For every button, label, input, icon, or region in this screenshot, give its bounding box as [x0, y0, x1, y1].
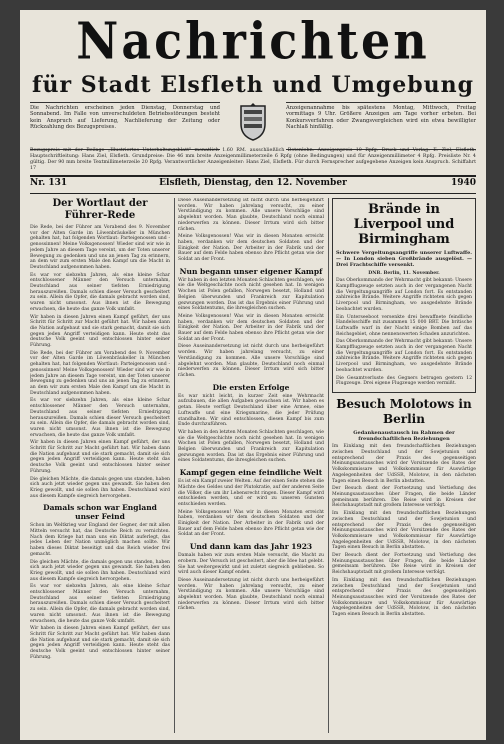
dateline — [30, 178, 476, 192]
issue-year: 1940 — [450, 178, 476, 188]
newspaper-page — [20, 10, 486, 740]
info-row — [30, 102, 476, 146]
article-paragraph: Es war vor siebzehn Jahren, als eine kleine Schar entschlossener Männer den Versuch unternahm, Deutschland aus seiner tiefsten Erniedrigung herauszureißen. Damals schien dieser Versuch gescheitert zu sein. Allein die Opfer, die damals gebracht worden sind, waren nicht umsonst. Aus ihnen ist die Bewegung erwachsen, die heute das ganze Volk umfaßt. — [30, 584, 170, 624]
article-paragraph: Diese Auseinandersetzung ist nicht durch uns herbeigeführt worden. Wir haben jahrelang versucht, zu einer Verständigung zu kommen. Alle unsere Vorschläge sind abgelehnt worden. Man glaubte, Deutschland noch einmal niederwerfen zu können. Dieser Irrtum wird sich bitter rächen. — [178, 198, 324, 232]
article-paragraph: Schon im Weltkrieg war England der Gegner, der mit allen Mitteln versucht hat, das Deutsche Reich zu vernichten. Nach dem Kriege hat man uns ein Diktat auferlegt, das jedes Leben der Nation unmöglich machen sollte. Wir haben dieses Diktat beseitigt und das Reich wieder frei gemacht. — [30, 523, 170, 557]
article-subheading: Und dann kam das Jahr 1923 — [189, 542, 313, 552]
article-paragraph: Wir haben in diesen Jahren einen Kampf geführt, der uns Schritt für Schritt zur Macht geführt hat. Wir haben dann die Nation aufgebaut und sie stark gemacht, damit sie sich gegen jeden Angriff verteidigen kann. Heute steht das deutsche Volk geeint und entschlossen hinter seiner Führung. — [30, 440, 170, 474]
article-paragraph: Wir haben in diesen Jahren einen Kampf geführt, der uns Schritt für Schritt zur Macht geführt hat. Wir haben dann die Nation aufgebaut und sie stark gemacht, damit sie sich gegen jeden Angriff verteidigen kann. Heute steht das deutsche Volk geeint und entschlossen hinter seiner Führung. — [30, 626, 170, 660]
article-paragraph: Im Einklang mit den freundschaftlichen Beziehungen zwischen Deutschland und der Sowjetunion und entsprechend der Praxis des gegenseitigen Meinungsaustausches wird der Vorsitzende des Rates der Volkskommissare und Volkskommissar für Auswärtige Angelegenheiten der UdSSR, Molotow, in den nächsten Tagen einen Besuch in Berlin abstatten. — [332, 511, 476, 551]
article-paragraph: Das Oberkommando der Wehrmacht gibt bekannt: Unsere Kampfflugzeuge setzten auch in der vergangenen Nacht die Vergeltungsangriffe auf London fort. Es entstanden zahlreiche Brände. Weitere Angriffe richteten sich gegen Liverpool und Birmingham, wo ausgedehnte Brände beobachtet wurden. — [336, 339, 472, 373]
advertising-info: Anzeigenannahme bis spätestens Montag, Mittwoch, Freitag vormittags 9 Uhr. Größere Anzeigen am Tage vorher erbeten. Bei Konkursverfahren oder Zwangsvergleichen wird ein etwa bewilligter Nachlaß hinfällig. — [286, 102, 476, 150]
issue-number: Nr. 131 — [30, 178, 68, 188]
issue-date: Elsfleth, Dienstag, den 12. November — [159, 178, 347, 188]
divider — [30, 193, 476, 194]
article-dateline: DNB. Berlin, 11. November. — [368, 270, 440, 276]
article-paragraph: Die Gesamtverluste des Gegners betrugen gestern 12 Flugzeuge. Drei eigene Flugzeuge werden vermißt. — [336, 375, 472, 387]
article-paragraph: Das Oberkommando der Wehrmacht gibt bekannt: Unsere Kampfflugzeuge setzten auch in der vergangenen Nacht die Vergeltungsangriffe auf London fort. Es entstanden zahlreiche Brände. Weitere Angriffe richteten sich gegen Liverpool und Birmingham, wo ausgedehnte Brände beobachtet wurden. — [336, 278, 472, 312]
article-headline: Besuch Molotows in Berlin — [336, 396, 472, 426]
article-paragraph: Diese Auseinandersetzung ist nicht durch uns herbeigeführt worden. Wir haben jahrelang versucht, zu einer Verständigung zu kommen. Alle unsere Vorschläge sind abgelehnt worden. Man glaubte, Deutschland noch einmal niederwerfen zu können. Dieser Irrtum wird sich bitter rächen. — [178, 577, 324, 612]
article-paragraph: Meine Volksgenossen! Was wir in diesen Monaten erreicht haben, verdanken wir dem deutschen Soldaten und der Einigkeit der Nation. Der Arbeiter in der Fabrik und der Bauer auf dem Felde haben ebenso ihre Pflicht getan wie der Soldat an der Front. — [178, 234, 324, 263]
article-paragraph: Der Besuch dient der Fortsetzung und Vertiefung des Meinungsaustausches über Fragen, die beide Länder gemeinsam berühren. Die Reise wird in Kreisen der Reichshauptstadt mit großem Interesse verfolgt. — [332, 486, 476, 509]
publication-info: Die Nachrichten erscheinen jeden Dienstag, Donnerstag und Sonnabend. Im Falle von unverschuldeten Betriebsstörungen besteht kein Anspruch auf Lieferung, Nachlieferung der Zeitung oder Rückzahlung des Bezugspreises. — [30, 102, 220, 150]
article-paragraph: Es war vor siebzehn Jahren, als eine kleine Schar entschlossener Männer den Versuch unternahm, Deutschland aus seiner tiefsten Erniedrigung herauszureißen. Damals schien dieser Versuch gescheitert zu sein. Allein die Opfer, die damals gebracht worden sind, waren nicht umsonst. Aus ihnen ist die Bewegung erwachsen, die heute das ganze Volk umfaßt. — [30, 398, 170, 438]
column-rule — [328, 198, 329, 733]
newspaper-subtitle: für Stadt Elsfleth und Umgebung — [32, 72, 474, 98]
article-paragraph: Die gleichen Mächte, die damals gegen uns standen, haben sich auch jetzt wieder gegen uns gewandt. Sie haben den Krieg gewollt, und sie sollen ihn haben. Deutschland wird aus diesem Kampfe siegreich hervorgehen. — [30, 476, 170, 499]
article-paragraph: Es ist ein Kampf zweier Welten. Auf der einen Seite stehen die Mächte des Geldes und der Plutokratie, auf der anderen Seite die Völker, die um ihr Lebensrecht ringen. Dieser Kampf wird entschieden werden, und er wird zu unseren Gunsten entschieden werden. — [178, 479, 324, 507]
article-paragraph: Die gleichen Mächte, die damals gegen uns standen, haben sich auch jetzt wieder gegen uns gewandt. Sie haben den Krieg gewollt, und sie sollen ihn haben. Deutschland wird aus diesem Kampfe siegreich hervorgehen. — [30, 559, 170, 582]
article-lead: Schwere Vergeltungsangriffe unserer Luftwaffe. — In London sieben Großbrände ausgelöst. — Drei Frachtschiffe versenkt. — [336, 250, 472, 269]
news-box — [332, 198, 476, 393]
column-2 — [178, 198, 324, 736]
article-paragraph: Wir haben in den letzten Monaten Schlachten geschlagen, wie sie die Weltgeschichte noch nicht gesehen hat. In wenigen Wochen ist Polen gefallen, Norwegen besetzt, Holland und Belgien überwunden und Frankreich zur Kapitulation gezwungen worden. Das ist das Ergebnis einer Führung und eines Soldatentums, die ihresgleichen suchen. — [178, 277, 324, 312]
article-subheading: Gedankenaustausch im Rahmen der freundschaftlichen Beziehungen — [353, 429, 455, 443]
article-paragraph: Ein Unterseeboot versenkte drei bewaffnete feindliche Handelsschiffe mit zusammen 15 000 BRT. Die britische Luftwaffe warf in der Nacht einige Bomben auf das Reichsgebiet, ohne nennenswerten Schaden anzurichten. — [336, 314, 472, 337]
article-paragraph: Meine Volksgenossen! Was wir in diesen Monaten erreicht haben, verdanken wir dem deutschen Soldaten und der Einigkeit der Nation. Der Arbeiter in der Fabrik und der Bauer auf dem Felde haben ebenso ihre Pflicht getan wie der Soldat an der Front. — [178, 313, 324, 342]
column-3 — [332, 198, 476, 736]
article-subheading: Damals schon war England unser Feind — [43, 503, 157, 522]
article-paragraph: Es war vor siebzehn Jahren, als eine kleine Schar entschlossener Männer den Versuch unternahm, Deutschland aus seiner tiefsten Erniedrigung herauszureißen. Damals schien dieser Versuch gescheitert zu sein. Allein die Opfer, die damals gebracht worden sind, waren nicht umsonst. Aus ihnen ist die Bewegung erwachsen, die heute das ganze Volk umfaßt. — [30, 272, 170, 312]
article-headline: Der Wortlaut der Führer-Rede — [52, 198, 148, 221]
article-paragraph: Im Einklang mit den freundschaftlichen Beziehungen zwischen Deutschland und der Sowjetunion und entsprechend der Praxis des gegenseitigen Meinungsaustausches wird der Vorsitzende des Rates der Volkskommissare und Volkskommissar für Auswärtige Angelegenheiten der UdSSR, Molotow, in den nächsten Tagen einen Besuch in Berlin abstatten. — [332, 444, 476, 484]
article-paragraph: Die Rede, bei der Führer am Vorabend des 9. November vor der Alten Garde im Löwenbräukeller in München gehalten hat, hat folgenden Wortlaut: Parteigenossen und -genossinnen! Meine Volksgenossen! Wieder sind wir wie in jedem Jahre an diesem Tage vereint, um der Toten unserer Bewegung zu gedenken und uns an jenen Tag zu erinnern, an dem wir zum ersten Male den Kampf um die Macht in Deutschland aufgenommen haben. — [30, 350, 170, 396]
article-paragraph: Wir haben in diesen Jahren einen Kampf geführt, der uns Schritt für Schritt zur Macht geführt hat. Wir haben dann die Nation aufgebaut und sie stark gemacht, damit sie sich gegen jeden Angriff verteidigen kann. Heute steht das deutsche Volk geeint und entschlossen hinter seiner Führung. — [30, 314, 170, 349]
coat-of-arms-icon — [238, 102, 268, 142]
column-rule — [174, 198, 175, 733]
column-1 — [30, 198, 170, 736]
article-paragraph: Die Rede, bei der Führer am Vorabend des 9. November vor der Alten Garde im Löwenbräukeller in München gehalten hat, hat folgenden Wortlaut: Parteigenossen und -genossinnen! Meine Volksgenossen! Wieder sind wir wie in jedem Jahre an diesem Tage vereint, um der Toten unserer Bewegung zu gedenken und uns an jenen Tag zu erinnern, an dem wir zum ersten Male den Kampf um die Macht in Deutschland aufgenommen haben. — [30, 225, 170, 270]
article-paragraph: Diese Auseinandersetzung ist nicht durch uns herbeigeführt worden. Wir haben jahrelang versucht, zu einer Verständigung zu kommen. Alle unsere Vorschläge sind abgelehnt worden. Man glaubte, Deutschland noch einmal niederwerfen zu können. Dieser Irrtum wird sich bitter rächen. — [178, 344, 324, 378]
article-subheading: Die ersten Erfolge — [212, 382, 290, 392]
article-paragraph: Meine Volksgenossen! Was wir in diesen Monaten erreicht haben, verdanken wir dem deutschen Soldaten und der Einigkeit der Nation. Der Arbeiter in der Fabrik und der Bauer auf dem Felde haben ebenso ihre Pflicht getan wie der Soldat an der Front. — [178, 509, 324, 538]
subscription-fine-print: Bezugspreis mit der Beilage „Illustriertes Unterhaltungsblatt" monatlich 1.60 RM. ausschließlich Botenlohn. Anzeigenpreis 10 Rpfg. Druck und Verlag: E. Ziel, Elsfleth. Hauptschriftleitung: Hans Ziel, Elsfleth. Grundpreise: Die 46 mm breite Anzeigenmillimeterzeile 6 Rpfg (ohne Bedingungen) und für Anzeigenmillimeter 4 Rpfg. Preisliste Nr. 4 gültig. Der 90 mm breite Textmillimeterzeile 20 Rpfg. Verantwortlicher Anzeigenleiter: Hans Ziel, Elsfleth. Für durch Fernsprecher aufgegebene Anzeigen kein Anspruch. Schiffahrt 17 — [30, 148, 476, 171]
article-paragraph: Es war nicht leicht, in kurzer Zeit eine Wehrmacht aufzubauen, die allen Aufgaben gewachsen ist. Wir haben es getan. Heute verfügt Deutschland über eine Armee, eine Luftwaffe und eine Kriegsmarine, die jeder Prüfung standhalten. Wir sind entschlossen, diesen Kampf bis zum Ende durchzuführen. — [178, 393, 324, 428]
article-subheading: Kampf gegen eine feindliche Welt — [179, 468, 323, 478]
article-subheading: Nun begann unser eigener Kampf — [179, 266, 323, 276]
newspaper-title: Nachrichten — [76, 11, 430, 71]
article-headline: Brände in Liverpool und Birmingham — [353, 202, 455, 247]
article-paragraph: Damals haben wir zum ersten Male versucht, die Macht zu erobern. Der Versuch ist gescheitert, aber die Idee hat gelebt. Sie hat weitergewirkt und ist zuletzt siegreich geblieben. So wird auch dieser Kampf enden. — [178, 553, 324, 576]
article-paragraph: Der Besuch dient der Fortsetzung und Vertiefung des Meinungsaustausches über Fragen, die beide Länder gemeinsam berühren. Die Reise wird in Kreisen der Reichshauptstadt mit großem Interesse verfolgt. — [332, 553, 476, 576]
article-paragraph: Im Einklang mit den freundschaftlichen Beziehungen zwischen Deutschland und der Sowjetunion und entsprechend der Praxis des gegenseitigen Meinungsaustausches wird der Vorsitzende des Rates der Volkskommissare und Volkskommissar für Auswärtige Angelegenheiten der UdSSR, Molotow, in den nächsten Tagen einen Besuch in Berlin abstatten. — [332, 577, 476, 618]
divider — [30, 175, 476, 177]
article-paragraph: Wir haben in den letzten Monaten Schlachten geschlagen, wie sie die Weltgeschichte noch nicht gesehen hat. In wenigen Wochen ist Polen gefallen, Norwegen besetzt, Holland und Belgien überwunden und Frankreich zur Kapitulation gezwungen worden. Das ist das Ergebnis einer Führung und eines Soldatentums, die ihresgleichen suchen. — [178, 429, 324, 464]
masthead — [20, 10, 486, 76]
